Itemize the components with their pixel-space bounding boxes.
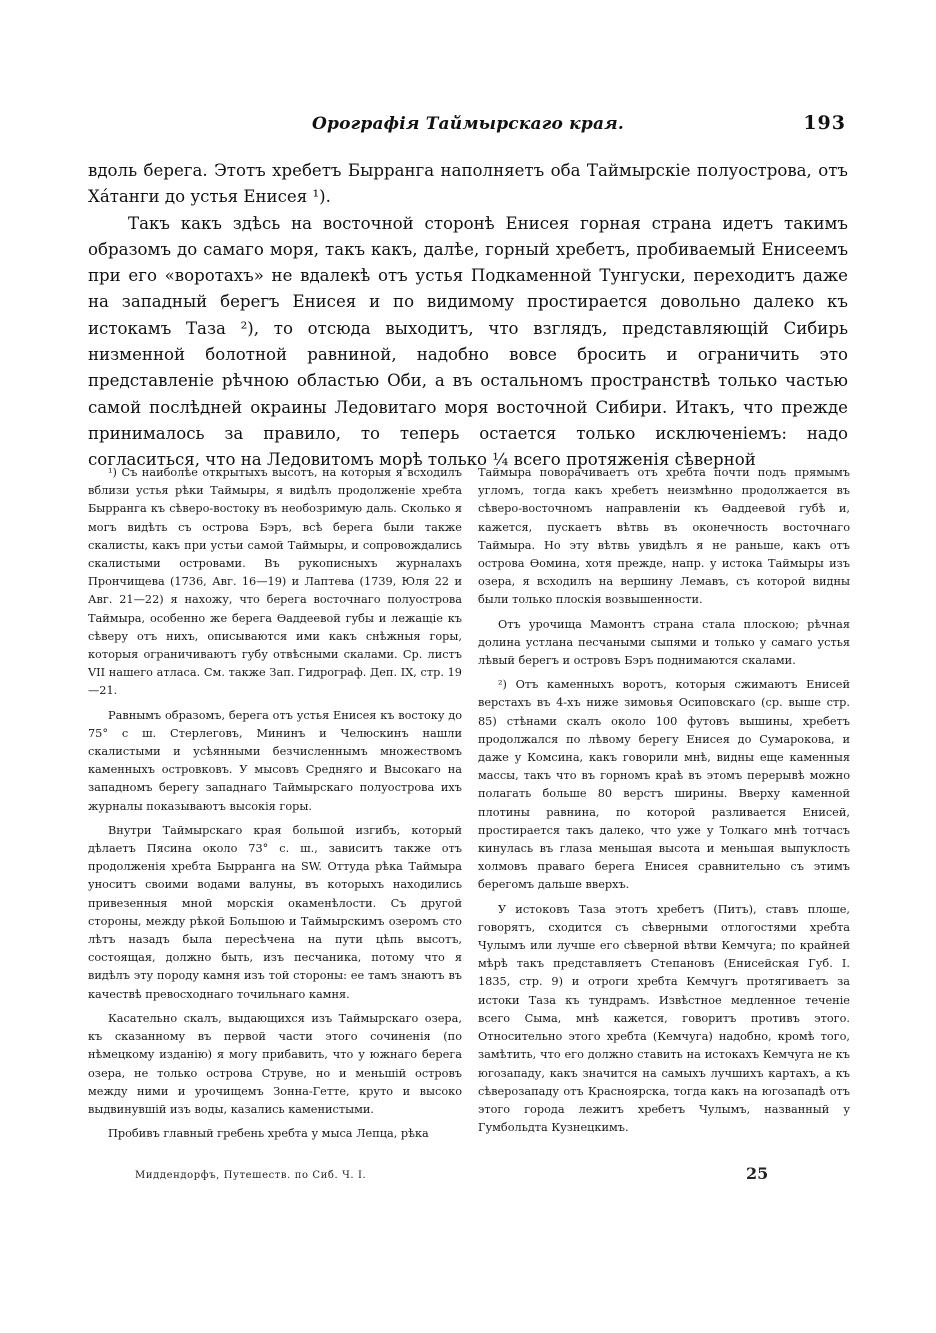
footnote-paragraph: Пробивъ главный гребень хребта у мыса Лепца, рѣка [108, 1127, 429, 1141]
footnotes-right-column [478, 464, 850, 1137]
footnotes-left-column [88, 464, 462, 1143]
main-text [88, 158, 848, 474]
main-paragraph: вдоль берега. Этотъ хребетъ Бырранга наполняетъ оба Таймырскіе полуострова, отъ Хáтанги до устья Енисея ¹). [88, 161, 848, 207]
running-head [88, 114, 848, 140]
footnote-paragraph: Внутри Таймырскаго края большой изгибъ, который дѣлаетъ Пясина около 73° с. ш., зависитъ также отъ продолженія хребта Бырранга на SW. Оттуда рѣка Таймыра уноситъ своими водами валуны, въ которыхъ находились привезенныя мной морскія окаменѣлости. Съ другой стороны, между рѣкой Большою и Таймырскимъ озеромъ сто лѣтъ назадъ была пересѣчена на пути цѣпь высотъ, состоящая, должно быть, изъ песчаника, потому что я видѣлъ эту породу камня изъ той стороны: ее тамъ знаютъ въ качествѣ превосходнаго точильнаго камня. [88, 823, 462, 1001]
sheet-number: 25 [746, 1164, 769, 1183]
footnote-paragraph: ¹) Съ наиболѣе открытыхъ высотъ, на которыя я всходилъ вблизи устья рѣки Таймыры, я видѣлъ продолженіе хребта Бырранга къ сѣверо-востоку въ необозримую даль. Сколько я могъ видѣть съ острова Бэръ, всѣ берега были также скалисты, какъ при устьи самой Таймыры, и сопровождались скалистыми островами. Въ рукописныхъ журналахъ Прончищева (1736, Авг. 16—19) и Лаптева (1739, Юля 22 и Авг. 21—22) я нахожу, что берега восточнаго полуострова Таймыра, особенно же берега Ѳаддеевой губы и лежащіе къ сѣверу отъ нихъ, описываются ими какъ снѣжныя горы, которыя ограничиваютъ губу отвѣсными скалами. Ср. листъ VII нашего атласа. См. также Зап. Гидрограф. Деп. IX, стр. 19—21. [88, 466, 462, 698]
footnote-paragraph: Равнымъ образомъ, берега отъ устья Енисея къ востоку до 75° с ш. Стерлеговъ, Мининъ и Челюскинъ нашли скалистыми и усѣянными безчисленнымъ множествомъ каменныхъ островковъ. У мысовъ Средняго и Высокаго на западномъ берегу западнаго Таймырскаго полуострова ихъ журналы показываютъ высокія горы. [88, 708, 462, 813]
running-title: Орографія Таймырскаго края. [311, 114, 625, 134]
footnote-paragraph: У истоковъ Таза этотъ хребетъ (Питъ), ставъ плоше, говорятъ, сходится съ сѣверными отлогостями хребта Чулымъ или лучше его сѣверной вѣтви Кемчуга; по крайней мѣрѣ такъ представляетъ Степановъ (Енисейская Губ. I. 1835, стр. 9) и отроги хребта Кемчугъ протягиваетъ за истоки Таза къ тундрамъ. Извѣстное медленное теченіе всего Сыма, мнѣ кажется, говоритъ противъ этого. Относительно этого хребта (Кемчуга) надобно, кромѣ того, замѣтить, что его должно ставить на истокахъ Кемчуга не къ югозападу, какъ значится на самыхъ лучшихъ картахъ, а къ сѣверозападу отъ Красноярска, тогда какъ на югозападѣ отъ этого города лежитъ хребетъ Чулымъ, названный у Гумбольдта Кузнецкимъ. [478, 902, 850, 1135]
printer-signature: Миддендорфъ, Путешеств. по Сиб. Ч. I. [135, 1170, 367, 1181]
footnote-paragraph: Касательно скалъ, выдающихся изъ Таймырскаго озера, къ сказанному въ первой части этого сочиненія (по нѣмецкому изданію) я могу прибавить, что у южнаго берега озера, не только острова Струве, но и меньшій островъ между ними и урочищемъ Зонна-Гетте, круто и высоко выдвинувшій изъ воды, казались каменистыми. [88, 1011, 462, 1116]
footnote-paragraph: ²) Отъ каменныхъ воротъ, которыя сжимаютъ Енисей верстахъ въ 4-хъ ниже зимовья Осиповскаго (ср. выше стр. 85) стѣнами скалъ около 100 футовъ вышины, хребетъ продолжался по лѣвому берегу Енисея до Сумарокова, и даже у Комсина, какъ говорили мнѣ, видны еще каменныя массы, такъ что въ горномъ краѣ въ этомъ перерывѣ можно полагать больше 80 верстъ ширины. Вверху каменной плотины равнина, по которой разливается Енисей, простирается такъ далеко, что уже у Толкаго мнѣ тотчасъ кинулась въ глаза меньшая высота и меньшая выпуклость холмовъ праваго берега Енисея сравнительно съ этимъ берегомъ дальше вверхъ. [478, 678, 850, 892]
main-paragraph: Такъ какъ здѣсь на восточной сторонѣ Енисея горная страна идетъ такимъ образомъ до самаго моря, такъ какъ, далѣе, горный хребетъ, пробиваемый Енисеемъ при его «воротахъ» не вдалекѣ отъ устья Подкаменной Тунгуски, переходитъ даже на западный берегъ Енисея и по видимому простирается довольно далеко къ истокамъ Таза ²), то отсюда выходитъ, что взглядъ, представляющій Сибирь низменной болотной равниной, надобно вовсе бросить и ограничить это представленіе рѣчною областью Оби, а въ остальномъ пространствѣ только частью самой послѣдней окраины Ледовитаго моря восточной Сибири. Итакъ, что прежде принималось за правило, то теперь остается только исключеніемъ: надо согласиться, что на Ледовитомъ морѣ только ¼ всего протяженія сѣверной [88, 213, 848, 470]
footnote-paragraph: Таймыра поворачиваетъ отъ хребта почти подъ прямымъ угломъ, тогда какъ хребетъ неизмѣнно продолжается въ сѣверо-восточномъ направленіи къ Ѳаддеевой губѣ и, кажется, пускаетъ вѣтвь въ оконечность восточнаго Таймыра. Но эту вѣтвь увидѣлъ я не раньше, какъ отъ острова Ѳомина, хотя прежде, напр. у истока Таймыры изъ озера, я всходилъ на вершину Лемавъ, съ которой видны были только плоскія возвышенности. [478, 466, 850, 607]
footnote-paragraph: Отъ урочища Мамонтъ страна стала плоскою; рѣчная долина устлана песчаными сыпями и только у самаго устья лѣвый берегъ и островъ Бэръ поднимаются скалами. [478, 617, 850, 668]
page-number: 193 [803, 112, 846, 134]
